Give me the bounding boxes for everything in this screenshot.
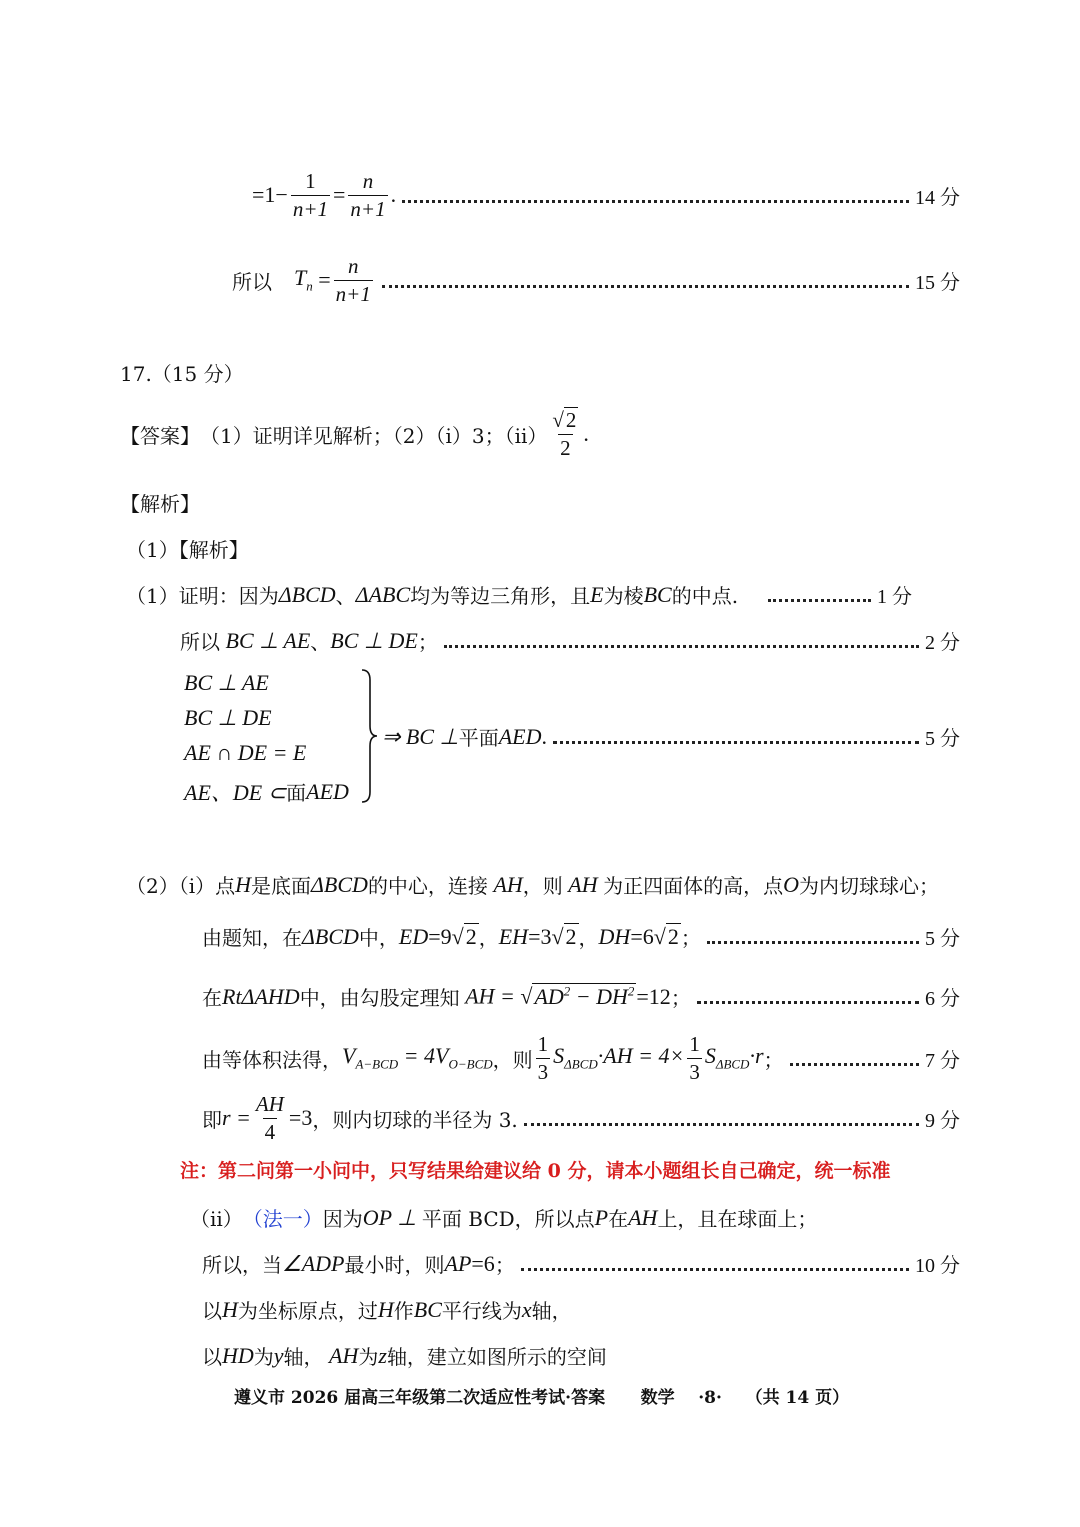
- fraction-ah-over-4: $\frac{AH}{4}$: [255, 1092, 284, 1144]
- text: 为: [253, 1345, 274, 1369]
- formula-bc: BC: [413, 1296, 442, 1322]
- formula-triangle-bcd: ΔBCD: [311, 871, 368, 897]
- text: 轴，建立如图所示的空间: [386, 1345, 607, 1369]
- formula-volume: $V_{A-BCD} = 4V_{O-BCD}$: [342, 1043, 493, 1072]
- separator: 、: [335, 584, 356, 608]
- text: 平面 BCD，所以点: [421, 1207, 595, 1231]
- formula-r: r =: [222, 1105, 251, 1130]
- text: 在: [608, 1207, 629, 1231]
- proof-text: 的中点.: [671, 584, 739, 608]
- formula-eh: EH: [498, 923, 529, 949]
- text: 是底面: [251, 874, 312, 898]
- fraction-n-over-n-plus-1: $\frac{n}{n+1}$: [350, 169, 386, 221]
- formula-ap: AP: [444, 1250, 472, 1276]
- proof-line-1: [126, 580, 912, 609]
- sys-conclusion: [382, 722, 960, 751]
- part2i-line-5: [202, 1090, 960, 1146]
- formula-z: z: [378, 1342, 387, 1368]
- formula-triangle-bcd: ΔBCD: [302, 923, 359, 949]
- equals-sign: =: [333, 182, 346, 207]
- sys-text: AED: [498, 723, 542, 749]
- text: 轴，: [531, 1299, 572, 1323]
- proof-lead: （1）证明：因为: [126, 584, 279, 608]
- period: .: [390, 182, 397, 207]
- jiexi-text: 【解析】: [120, 492, 200, 516]
- part2ii-line-1: [190, 1203, 817, 1232]
- fraction-one-third: $\frac{1}{3}$: [689, 1032, 700, 1084]
- dot-leader: [521, 1268, 909, 1271]
- formula-triangle-bcd: ΔBCD: [278, 581, 336, 607]
- formula-h: H: [377, 1296, 394, 1322]
- formula-s-ah: $S_{\Delta BCD}\cdot AH = 4\times$: [553, 1043, 685, 1072]
- text-suoyi: 所以: [232, 269, 272, 294]
- formula-eh-val: =3√2: [528, 923, 577, 949]
- formula-ed-val: =9√2: [428, 923, 477, 949]
- dot-leader: [402, 200, 909, 203]
- text: 中，: [358, 926, 399, 950]
- question-17-text: 17.（15 分）: [120, 362, 244, 386]
- text: 由等体积法得，: [202, 1047, 342, 1072]
- sys-text: 面: [286, 781, 307, 805]
- text: 上，且在球面上；: [657, 1207, 818, 1231]
- part2i-line-4: [202, 1030, 960, 1086]
- score-14: 14 分: [915, 186, 960, 209]
- score-6: 6 分: [925, 988, 960, 1010]
- fraction-1-over-n-plus-1: $\frac{1}{n+1}$: [292, 169, 328, 221]
- sep: ；: [763, 1047, 784, 1072]
- sys-text: 平面: [458, 726, 499, 750]
- formula-ah: AH: [562, 871, 604, 897]
- proof-text: 为棱: [603, 584, 644, 608]
- text: ，则: [522, 874, 563, 898]
- sys-text: AED: [306, 778, 349, 804]
- score-5: 5 分: [925, 728, 960, 750]
- text-suoyi: 所以: [180, 630, 220, 654]
- part2i-line-3: [202, 982, 960, 1011]
- dot-leader: [697, 1001, 919, 1004]
- formula-h: H: [235, 871, 252, 897]
- separator: 、: [310, 630, 331, 654]
- formula-o: O: [783, 871, 799, 897]
- sep: ；: [670, 986, 691, 1010]
- text: （ii）: [190, 1207, 243, 1231]
- jiexi-heading: [120, 488, 200, 517]
- formula-e: E: [590, 581, 604, 607]
- part2ii-line-4: [202, 1341, 607, 1370]
- part2ii-line-2: [202, 1249, 960, 1278]
- sys-line-2: [184, 705, 272, 731]
- score-1: 1 分: [877, 586, 912, 608]
- sep: ，: [478, 926, 499, 950]
- formula-h: H: [222, 1296, 238, 1322]
- formula-x: x: [521, 1296, 532, 1322]
- score-2: 2 分: [925, 632, 960, 654]
- text: 由题知，在: [202, 926, 302, 950]
- page-footer: 遵义市 2026 届高三年级第二次适应性考试·答案 数学 ·8· （共 14 页）: [234, 1388, 850, 1408]
- text: （2）（i）点: [126, 874, 236, 898]
- sys-text: ⇒ BC ⊥: [382, 723, 459, 749]
- formula-equals-one: =1−: [252, 182, 288, 207]
- period: .: [583, 421, 589, 446]
- formula-3: =3: [288, 1105, 313, 1130]
- dot-leader: [553, 741, 919, 744]
- formula-y: y: [273, 1342, 284, 1368]
- note-text: 注：第二问第一小问中，只写结果给建议给 0 分，请本小题组长自己确定，统一标准: [180, 1160, 891, 1182]
- sys-text: BC ⊥ AE: [184, 670, 269, 695]
- dot-leader: [768, 599, 871, 602]
- proof-line-2: [180, 626, 960, 655]
- text: 中，由勾股定理知: [299, 986, 460, 1010]
- text: 轴，: [283, 1345, 324, 1369]
- part2i-line-1: [126, 870, 939, 899]
- formula-ed: ED: [398, 923, 429, 949]
- text: ，则: [492, 1047, 533, 1072]
- text: 平行线为: [441, 1299, 522, 1323]
- text: 在: [202, 986, 222, 1010]
- formula-ah-sqrt: AH = $√AD^2 - DH^2$: [459, 983, 635, 1009]
- period: .: [541, 723, 547, 749]
- formula-bc-perp-de: BC ⊥ DE: [330, 627, 418, 653]
- question-17-header: [120, 358, 244, 387]
- part2i-line-2: [202, 922, 960, 951]
- text: 的中心，连接: [367, 874, 488, 898]
- formula-op-perp: OP ⊥: [362, 1204, 422, 1230]
- formula-dh: DH: [598, 923, 631, 949]
- text: 以: [202, 1299, 222, 1323]
- grading-note: [180, 1156, 890, 1183]
- sep: ；: [494, 1253, 515, 1277]
- formula-ah: AH: [323, 1342, 359, 1368]
- dot-leader: [444, 645, 919, 648]
- formula-12: =12: [636, 983, 671, 1009]
- part1-heading-text: （1）【解析】: [126, 538, 249, 562]
- right-brace: [360, 668, 378, 804]
- dot-leader: [524, 1123, 919, 1126]
- proof-text: 均为等边三角形，且: [410, 584, 591, 608]
- formula-p: P: [594, 1204, 609, 1230]
- fraction-one-third: $\frac{1}{3}$: [537, 1032, 549, 1084]
- dot-leader: [707, 941, 919, 944]
- formula-angle-adp: ∠ADP: [282, 1250, 345, 1276]
- formula-ah: AH: [628, 1204, 658, 1230]
- formula-dh-val: =6√2: [630, 923, 679, 949]
- text: 所以，当: [202, 1253, 282, 1277]
- text: 为正四面体的高，点: [603, 874, 784, 898]
- sys-text: AE、DE ⊂: [184, 780, 287, 805]
- fraction-sqrt2-over-2: $\frac{√2}{2}$: [552, 408, 577, 460]
- formula-ap-val: =6: [471, 1250, 495, 1276]
- score-15: 15 分: [915, 271, 960, 294]
- text: 为坐标原点，过: [237, 1299, 378, 1323]
- formula-bc-perp-ae: BC ⊥ AE: [220, 627, 311, 653]
- dot-leader: [382, 285, 909, 288]
- text: 以: [202, 1345, 222, 1369]
- text: 作: [393, 1299, 414, 1323]
- sys-line-4: [184, 776, 349, 807]
- text: 最小时，则: [344, 1253, 445, 1277]
- formula-rt-ahd: RtΔAHD: [222, 983, 300, 1009]
- formula-hd: HD: [222, 1342, 254, 1368]
- sys-line-1: [184, 670, 269, 696]
- semicolon: ；: [417, 630, 438, 654]
- part1-heading: [126, 534, 249, 563]
- dot-leader: [790, 1063, 919, 1066]
- formula-s-r: $S_{\Delta BCD}\cdot r$: [704, 1043, 764, 1072]
- sep: ；: [680, 926, 701, 950]
- sys-text: AE ∩ DE = E: [184, 740, 307, 765]
- text: ，则内切球的半径为 3.: [312, 1107, 518, 1132]
- equals-sign: =: [312, 267, 331, 292]
- method-label: （法一）: [242, 1207, 323, 1231]
- part2ii-line-3: [202, 1295, 572, 1324]
- sys-text: BC ⊥ DE: [184, 705, 272, 730]
- text: 为内切球球心；: [798, 874, 939, 898]
- sys-line-3: [184, 740, 306, 766]
- text: 为: [358, 1345, 379, 1369]
- score-10: 10 分: [915, 1255, 960, 1277]
- score-7: 7 分: [925, 1049, 960, 1072]
- text: 因为: [322, 1207, 363, 1231]
- fraction-n-over-n-plus-1: $\frac{n}{n+1}$: [335, 254, 371, 306]
- answer-label: 【答案】: [120, 423, 200, 448]
- score-5b: 5 分: [925, 928, 960, 950]
- text: 即: [202, 1107, 222, 1132]
- formula-tn: $T_n$: [294, 265, 313, 294]
- line-15: [232, 250, 960, 310]
- line-14: [252, 165, 960, 225]
- sep: ，: [578, 926, 599, 950]
- answer-line: [120, 404, 589, 464]
- score-9: 9 分: [925, 1109, 960, 1132]
- formula-triangle-abc: ΔABC: [355, 581, 411, 607]
- answer-text: （1）证明详见解析；（2）（i）3；（ii）: [200, 423, 548, 448]
- formula-bc: BC: [643, 581, 672, 607]
- formula-ah: AH: [487, 871, 523, 897]
